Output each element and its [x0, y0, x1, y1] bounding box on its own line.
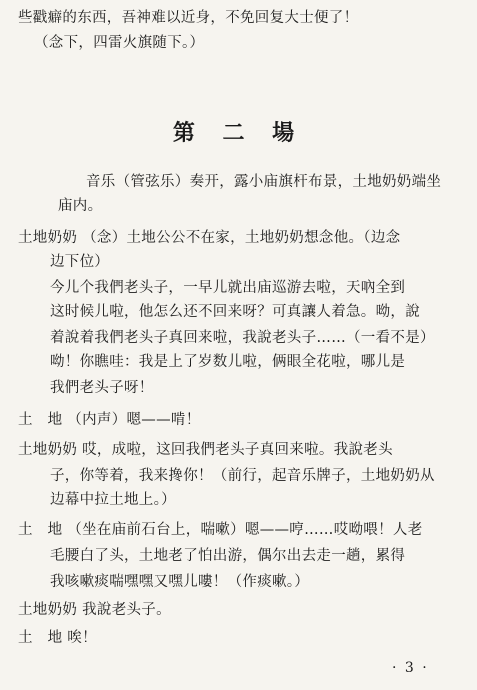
dialogue-line-12: 土 地 （坐在庙前石台上，喘嗽）嗯——哼……哎呦喂！人老: [18, 522, 423, 538]
scene-title: 第 二 場: [172, 120, 305, 146]
dialogue-line-13: 毛腰白了头，土地老了怕出游，偶尔出去走一趟，累得: [50, 548, 406, 564]
dialogue-line-11: 边幕中拉土地上。）: [50, 492, 176, 508]
dialogue-line-3: 今儿个我們老头子，一早儿就出庙巡游去啦，天吶全到: [50, 280, 406, 296]
dialogue-line-14: 我咳嗽痰喘嘿嘿又嘿儿嘍！（作痰嗽。）: [50, 574, 310, 590]
text-line-top-2: （念下，四雷火旗随下。）: [34, 35, 205, 51]
dialogue-line-8: 土 地 （内声）嗯——啃！: [18, 412, 201, 428]
stage-direction-line-2: 庙内。: [58, 198, 103, 214]
dialogue-line-9: 土地奶奶 哎，成啦，这回我們老头子真回来啦。我說老头: [18, 442, 393, 458]
text-line-top-1: 些戳癖的东西，吾神难以近身，不免回复大士便了！: [18, 10, 359, 26]
dialogue-line-1: 土地奶奶 （念）土地公公不在家，土地奶奶想念他。（边念: [18, 230, 401, 246]
dialogue-line-10: 子，你等着，我来搀你！（前行，起音乐牌子，土地奶奶从: [50, 468, 435, 484]
dialogue-line-16: 土 地 唉！: [18, 630, 97, 646]
page-number: · 3 ·: [392, 660, 429, 676]
dialogue-line-15: 土地奶奶 我說老头子。: [18, 602, 171, 618]
dialogue-line-2: 边下位）: [50, 254, 110, 270]
dialogue-line-4: 这时候儿啦，他怎么还不回来呀？可真讓人着急。呦，說: [50, 304, 420, 320]
dialogue-line-5: 着說着我們老头子真回来啦，我說老头子……（一看不是）: [50, 330, 435, 346]
dialogue-line-6: 呦！你瞧哇：我是上了岁数儿啦，俩眼全花啦，哪儿是: [50, 354, 406, 370]
stage-direction-line-1: 音乐（管弦乐）奏开，露小庙旗杆布景，土地奶奶端坐: [86, 174, 442, 190]
dialogue-line-7: 我們老头子呀！: [50, 380, 154, 396]
